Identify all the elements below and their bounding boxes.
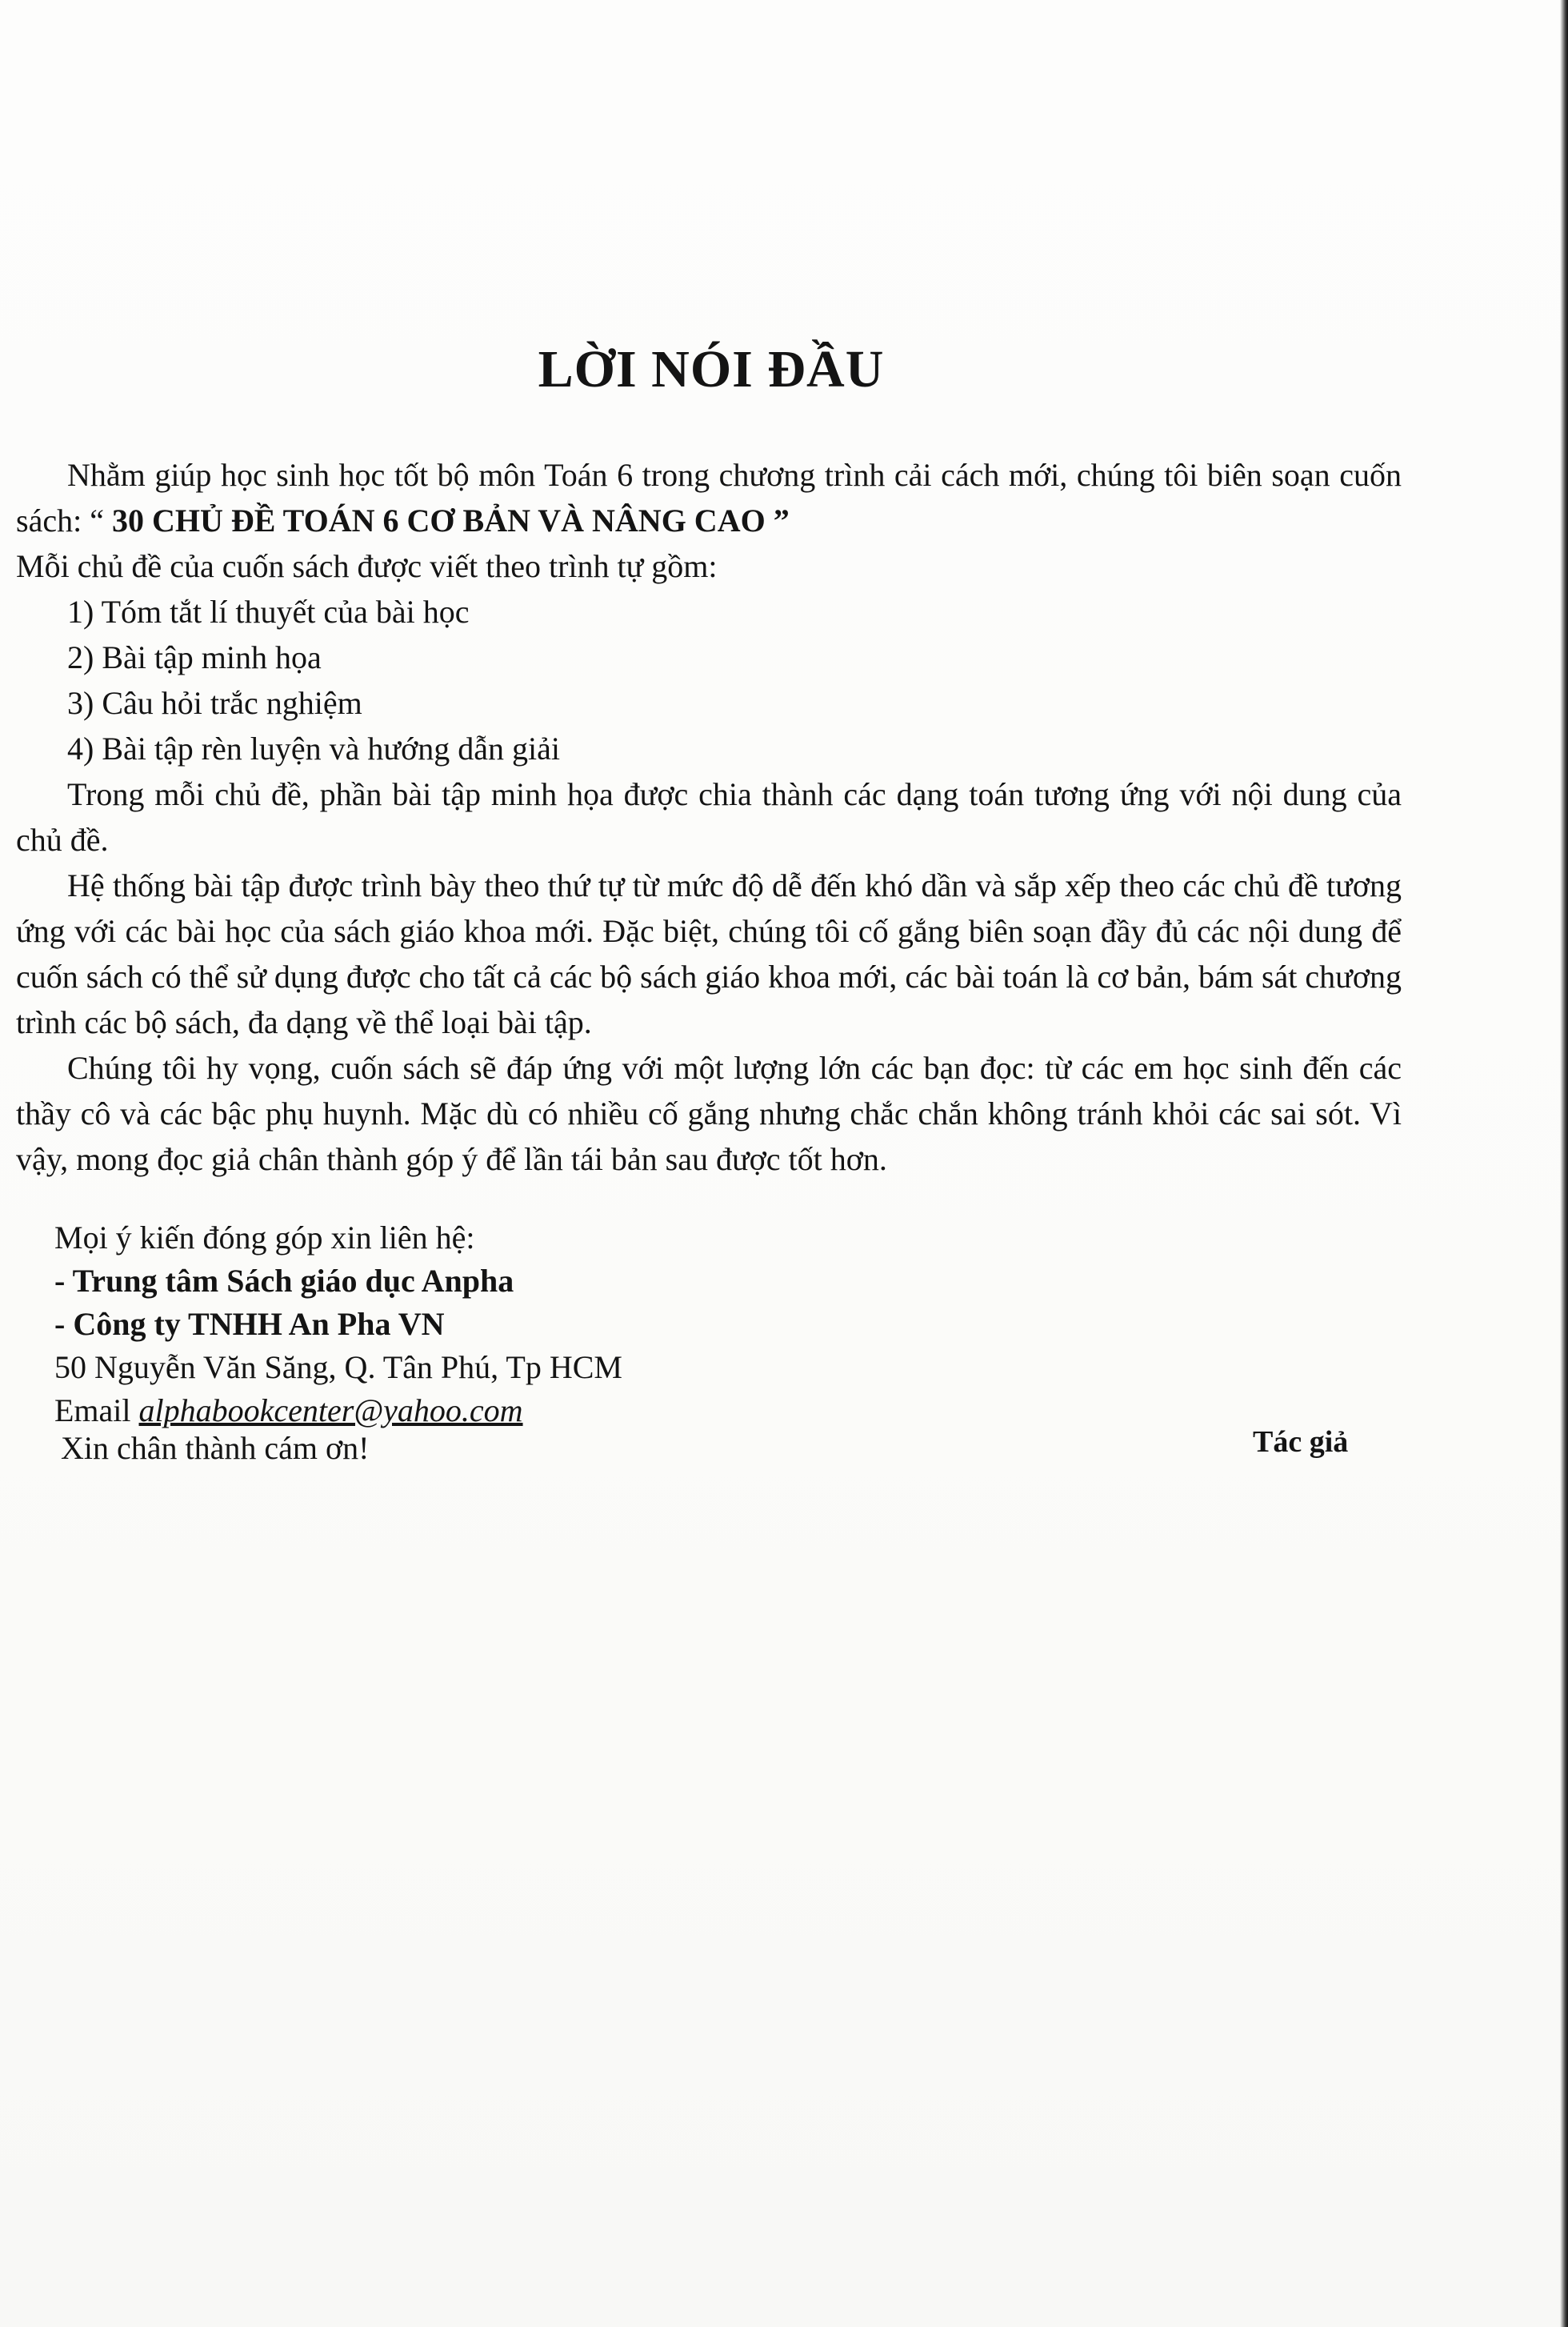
contact-block: [54, 1216, 854, 1432]
contact-org-anpha-center: - Trung tâm Sách giáo dục Anpha: [54, 1263, 514, 1299]
intro-text: Nhằm giúp học sinh học tốt bộ môn Toán 6 trong chương trình cải cách mới, chúng tôi biên soạn cuốn sách: “: [16, 457, 1402, 539]
email-link[interactable]: alphabookcenter@yahoo.com: [138, 1392, 523, 1428]
contact-email-line: [54, 1389, 854, 1432]
author-signature: Tác giả: [1253, 1425, 1349, 1459]
list-item: 1) Tóm tắt lí thuyết của bài học: [67, 594, 470, 630]
paragraph-exercise-system: Hệ thống bài tập được trình bày theo thứ tự từ mức độ dễ đến khó dần và sắp xếp theo các chủ đề tương ứng với các bài học của sách giáo khoa mới. Đặc biệt, chúng tôi cố gắng biên soạn đầy đủ các nội dung để cuốn sách có thể sử dụng được cho tất cả các bộ sách giáo khoa mới, các bài toán là cơ bản, bám sát chương trình các bộ sách, đa dạng về thể loại bài tập.: [16, 867, 1402, 1040]
list-item: 4) Bài tập rèn luyện và hướng dẫn giải: [67, 731, 560, 767]
list-item: 3) Câu hỏi trắc nghiệm: [67, 685, 362, 721]
paragraph-hope: Chúng tôi hy vọng, cuốn sách sẽ đáp ứng với một lượng lớn các bạn đọc: từ các em học sinh đến các thầy cô và các bậc phụ huynh. Mặc dù có nhiều cố gắng nhưng chắc chắn không tránh khỏi các sai sót. Vì vậy, mong đọc giả chân thành góp ý để lần tái bản sau được tốt hơn.: [16, 1050, 1402, 1177]
structure-list: [16, 589, 1402, 771]
page-title: LỜI NÓI ĐẦU: [538, 340, 885, 399]
paragraph-exercise-types: Trong mỗi chủ đề, phần bài tập minh họa được chia thành các dạng toán tương ứng với nội dung của chủ đề.: [16, 776, 1402, 858]
book-title: 30 CHỦ ĐỀ TOÁN 6 CƠ BẢN VÀ NÂNG CAO: [111, 503, 766, 539]
contact-address: 50 Nguyễn Văn Săng, Q. Tân Phú, Tp HCM: [54, 1349, 622, 1385]
scan-edge-shadow: [1560, 0, 1568, 2327]
structure-intro: Mỗi chủ đề của cuốn sách được viết theo trình tự gồm:: [16, 548, 718, 584]
contact-heading: Mọi ý kiến đóng góp xin liên hệ:: [54, 1220, 475, 1256]
thanks-line: Xin chân thành cám ơn!: [61, 1430, 370, 1466]
preface-body: [16, 452, 1402, 1182]
intro-paragraph: [16, 452, 1402, 543]
email-label: Email: [54, 1392, 139, 1428]
book-title-close-quote: ”: [765, 503, 790, 539]
contact-org-company: - Công ty TNHH An Pha VN: [54, 1306, 445, 1342]
list-item: 2) Bài tập minh họa: [67, 639, 322, 675]
